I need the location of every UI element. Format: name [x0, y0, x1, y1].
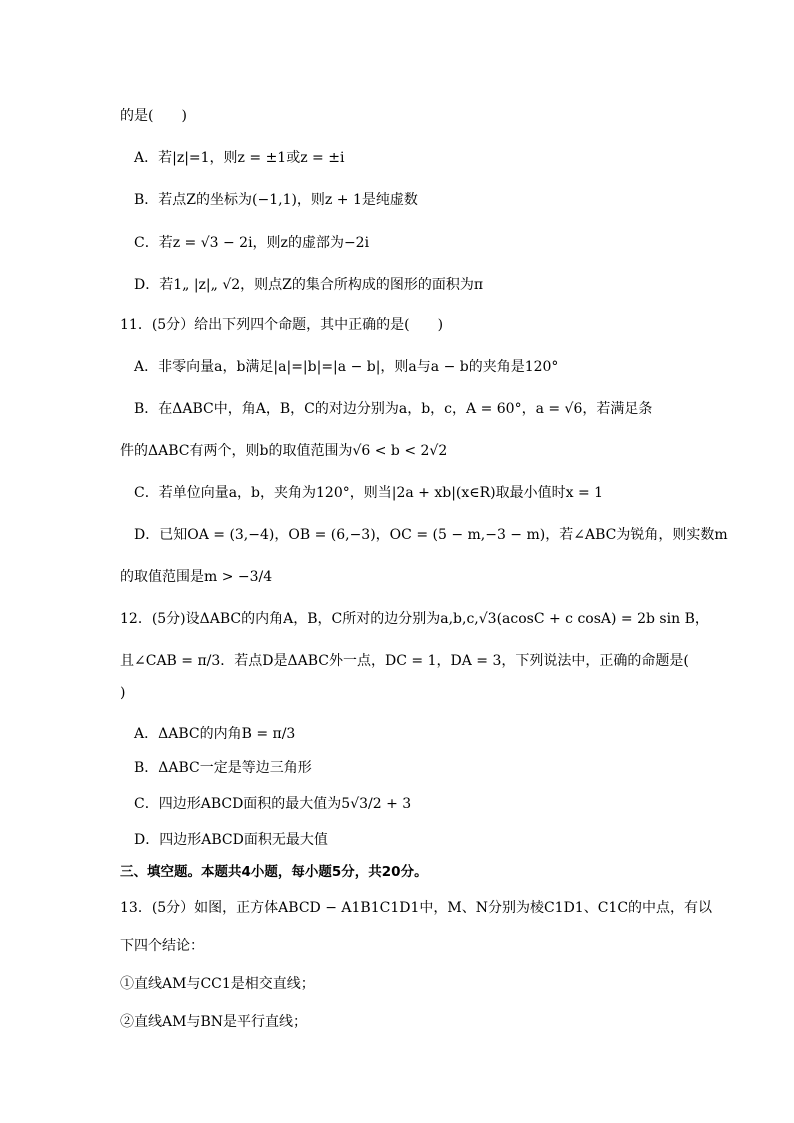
option-10c: C．若z = √3 − 2i，则z的虚部为−2i — [134, 235, 370, 251]
option-12a: A．ΔABC的内角B = π/3 — [134, 726, 296, 742]
option-12c: C．四边形ABCD面积的最大值为5√3/2 + 3 — [134, 796, 412, 812]
option-10b: B．若点Z的坐标为(−1,1)，则z + 1是纯虚数 — [134, 192, 418, 208]
conclusion-2: ②直线AM与BN是平行直线； — [120, 1014, 307, 1030]
option-11b: B．在ΔABC中，角A，B，C的对边分别为a，b，c，A = 60°，a = √6，若满足条 — [134, 401, 653, 417]
option-11d-cont: 的取值范围是m > −3/4 — [120, 569, 273, 585]
section-heading: 三、填空题。本题共4小题，每小题5分，共20分。 — [120, 864, 428, 880]
question-12-cont: 且∠CAB = π/3．若点D是ΔABC外一点，DC = 1，DA = 3，下列说法中，正确的命题是( — [120, 653, 689, 669]
question-12-paren: ) — [120, 685, 126, 701]
option-11b-cont: 件的ΔABC有两个，则b的取值范围为√6 < b < 2√2 — [120, 443, 448, 459]
option-10d: D．若1„ |z|„ √2，则点Z的集合所构成的图形的面积为π — [134, 277, 484, 293]
line-continuation: 的是( ) — [120, 108, 187, 124]
option-12d: D．四边形ABCD面积无最大值 — [134, 832, 328, 848]
option-11c: C．若单位向量a，b，夹角为120°，则当|2a + xb|(x∈R)取最小值时x = 1 — [134, 485, 604, 501]
option-10a: A．若|z|=1，则z = ±1或z = ±i — [134, 150, 345, 166]
question-11: 11．(5分）给出下列四个命题，其中正确的是( ) — [120, 317, 444, 333]
option-12b: B．ΔABC一定是等边三角形 — [134, 760, 312, 776]
question-13-cont: 下四个结论： — [120, 938, 204, 954]
option-11d: D．已知OA = (3,−4)，OB = (6,−3)，OC = (5 − m,−3 − m)，若∠ABC为锐角，则实数m — [134, 527, 728, 543]
question-12: 12．(5分)设ΔABC的内角A，B，C所对的边分别为a,b,c,√3(acosC + c cosA) = 2b sin B， — [120, 611, 709, 627]
option-11a: A．非零向量a，b满足|a|=|b|=|a − b|，则a与a − b的夹角是120° — [134, 359, 559, 375]
conclusion-1: ①直线AM与CC1是相交直线； — [120, 976, 315, 992]
question-13: 13．(5分）如图，正方体ABCD − A1B1C1D1中，M、N分别为棱C1D1、C1C的中点，有以 — [120, 900, 713, 916]
